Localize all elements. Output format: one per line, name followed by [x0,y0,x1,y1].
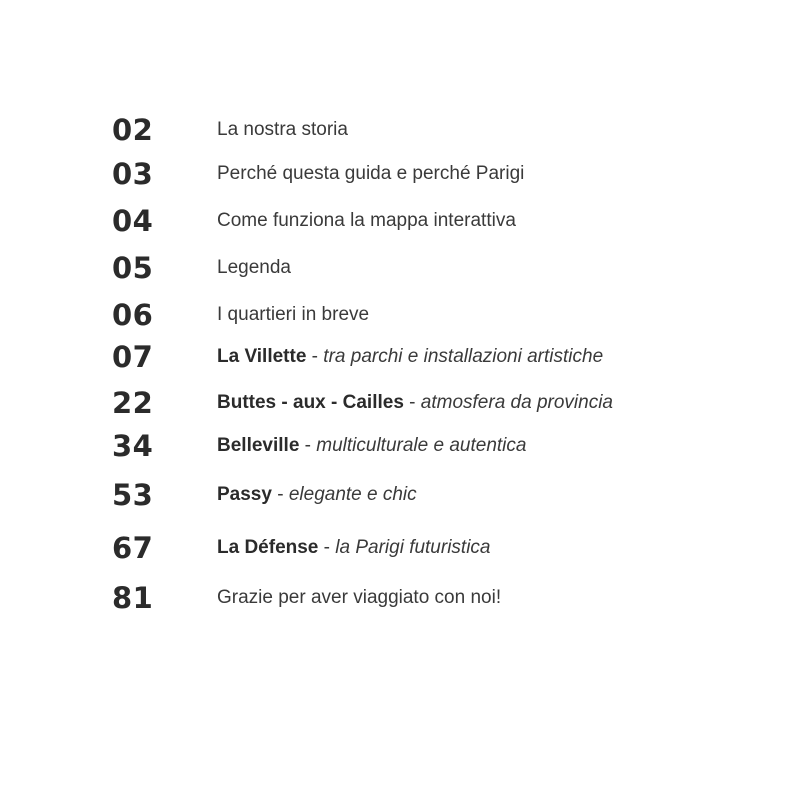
toc-place-description: elegante e chic [288,484,417,505]
toc-place-name: Passy [217,484,272,505]
toc-page-number: 34 [112,429,154,463]
toc-place-name: Belleville [217,435,300,456]
toc-entry-title [217,337,603,377]
toc-page-number: 02 [112,113,154,147]
toc-place-name: Buttes - aux - Cailles [217,392,404,413]
toc-entry-title: I quartieri in breve [217,304,370,325]
toc-entry-title: Legenda [217,257,291,278]
toc-page-number: 67 [112,531,154,565]
toc-separator: - [299,435,317,456]
toc-place-description: multiculturale e autentica [316,435,527,456]
toc-separator: - [306,346,324,367]
toc-entry-title: Perché questa guida e perché Parigi [217,163,525,184]
toc-separator: - [403,392,421,413]
toc-page-number: 53 [112,478,154,512]
toc-place-name: La Villette [217,346,307,367]
toc-entry[interactable] [0,154,800,194]
toc-entry-title: La nostra storia [217,119,348,140]
toc-entry[interactable] [0,337,800,377]
toc-entry-title [217,528,491,568]
toc-entry[interactable] [0,475,800,515]
toc-entry[interactable] [0,383,800,423]
toc-entry[interactable] [0,528,800,568]
toc-entry[interactable] [0,248,800,288]
toc-page-number: 05 [112,251,154,285]
toc-page-number: 81 [112,581,154,615]
toc-entry-title: Come funziona la mappa interattiva [217,210,516,231]
toc-page-number: 22 [112,386,154,420]
toc-place-description: tra parchi e installazioni artistiche [323,346,604,367]
toc-entry-title [217,426,526,466]
toc-entry-title [217,383,613,423]
toc-place-name: La Défense [217,537,319,558]
toc-entry[interactable] [0,201,800,241]
toc-page-number: 07 [112,340,154,374]
toc-page-number: 06 [112,298,154,332]
toc-place-description: la Parigi futuristica [335,537,491,558]
toc-page-number: 03 [112,157,154,191]
toc-separator: - [318,537,336,558]
toc-entry-title: Grazie per aver viaggiato con noi! [217,587,502,608]
toc-entry[interactable] [0,110,800,150]
toc-page-number: 04 [112,204,154,238]
toc-entry[interactable] [0,295,800,335]
toc-place-description: atmosfera da provincia [420,392,613,413]
toc-entry-title [217,475,417,515]
toc-entry[interactable] [0,578,800,618]
toc-entry[interactable] [0,426,800,466]
toc-separator: - [271,484,289,505]
